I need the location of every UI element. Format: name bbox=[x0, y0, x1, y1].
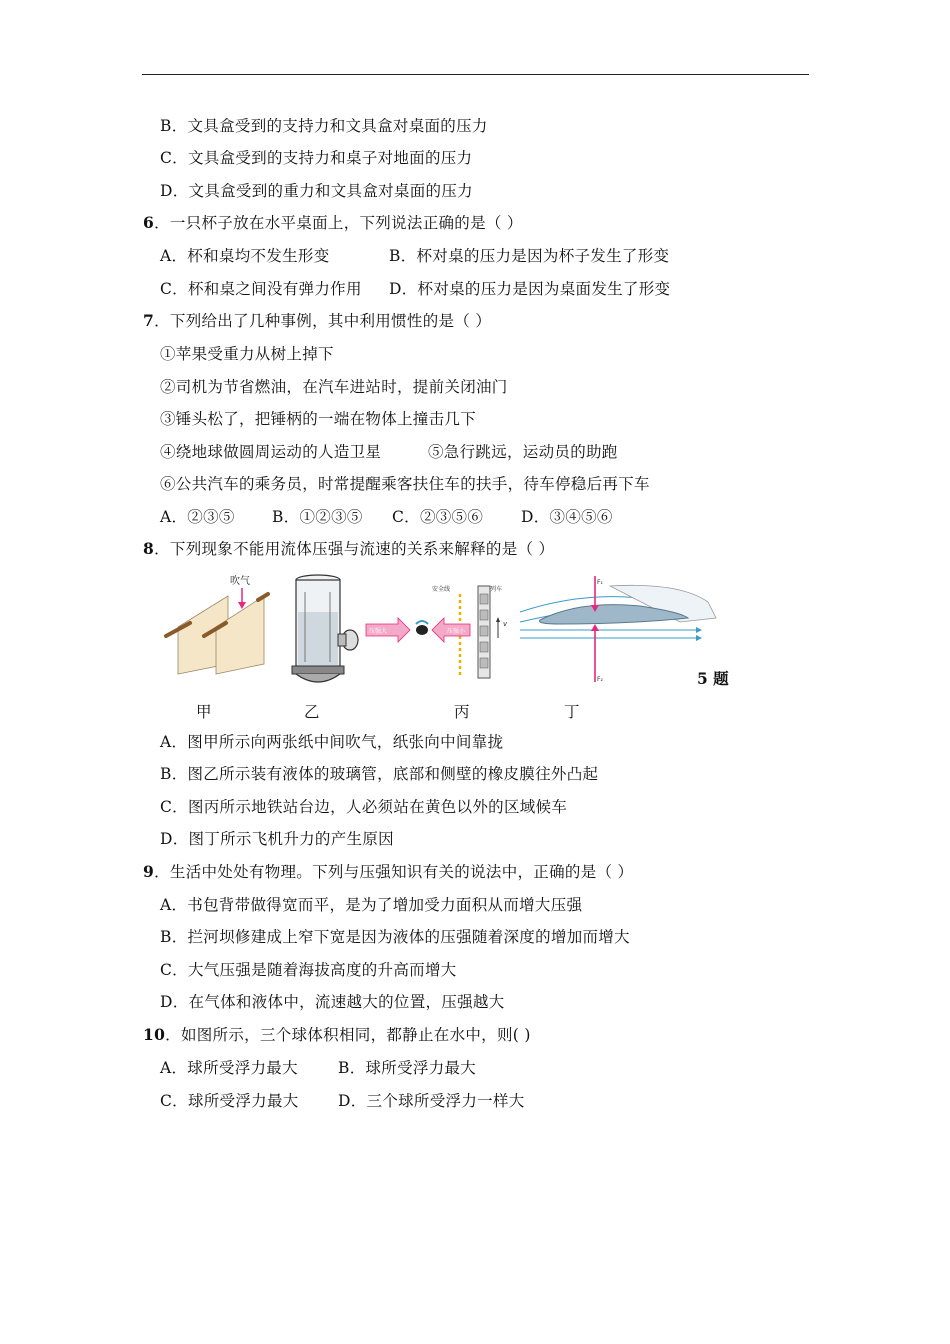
q5-option-b: B．文具盒受到的支持力和文具盒对桌面的压力 bbox=[160, 117, 488, 135]
fig-bing-low-pressure-label: 压强小 bbox=[447, 628, 466, 635]
q7-item-5: ⑤急行跳远，运动员的助跑 bbox=[428, 443, 618, 461]
q7-item-4: ④绕地球做圆周运动的人造卫星 bbox=[160, 443, 382, 461]
fig-ding-f2-label: F₂ bbox=[597, 676, 603, 683]
q9-stem bbox=[143, 862, 633, 882]
q9-option-b: B．拦河坝修建成上窄下宽是因为液体的压强随着深度的增加而增大 bbox=[160, 928, 630, 946]
fig-jia-blow-label: 吹气 bbox=[230, 576, 250, 587]
q6-option-a: A．杯和桌均不发生形变 bbox=[160, 247, 330, 265]
q7-option-a: A．②③⑤ bbox=[160, 508, 235, 526]
q7-option-c: C．②③⑤⑥ bbox=[392, 508, 484, 526]
q10-number: 10 bbox=[143, 1025, 166, 1044]
fig-ding-f1-label: F₁ bbox=[597, 579, 603, 586]
q5-option-d: D．文具盒受到的重力和文具盒对桌面的压力 bbox=[160, 182, 473, 200]
figure-caption: 5 题 bbox=[697, 669, 729, 688]
q8-stem bbox=[143, 539, 554, 559]
q9-text: ．生活中处处有物理。下列与压强知识有关的说法中，正确的是（ ） bbox=[154, 863, 634, 881]
q10-option-d: D．三个球所受浮力一样大 bbox=[338, 1092, 525, 1110]
q7-stem bbox=[143, 311, 491, 331]
q9-option-d: D．在气体和液体中，流速越大的位置，压强越大 bbox=[160, 993, 505, 1011]
q7-item-6: ⑥公共汽车的乘务员，时常提醒乘客扶住车的扶手，待车停稳后再下车 bbox=[160, 475, 650, 493]
q6-option-d: D．杯对桌的压力是因为桌面发生了形变 bbox=[389, 280, 671, 298]
fig-label-jia: 甲 bbox=[196, 703, 212, 721]
q10-option-b: B．球所受浮力最大 bbox=[338, 1059, 477, 1077]
fig-bing-train-label: 列车 bbox=[490, 586, 503, 593]
q8-option-d: D．图丁所示飞机升力的产生原因 bbox=[160, 830, 394, 848]
q6-stem bbox=[143, 213, 523, 233]
q10-option-a: A．球所受浮力最大 bbox=[160, 1059, 298, 1077]
fig-bing-safety-line-label: 安全线 bbox=[432, 586, 451, 593]
q8-number: 8 bbox=[143, 539, 155, 558]
q7-option-b: B．①②③⑤ bbox=[272, 508, 363, 526]
q7-item-1: ①苹果受重力从树上掉下 bbox=[160, 345, 334, 363]
q6-option-c: C．杯和桌之间没有弹力作用 bbox=[160, 280, 362, 298]
q8-option-c: C．图丙所示地铁站台边，人必须站在黄色以外的区域候车 bbox=[160, 798, 568, 816]
fig-yi-glass-tube bbox=[292, 575, 358, 682]
q8-text: ．下列现象不能用流体压强与流速的关系来解释的是（ ） bbox=[154, 540, 555, 558]
q9-option-c: C．大气压强是随着海拔高度的升高而增大 bbox=[160, 961, 457, 979]
fig-label-yi: 乙 bbox=[304, 703, 320, 721]
q7-option-d: D．③④⑤⑥ bbox=[521, 508, 613, 526]
q6-text: ．一只杯子放在水平桌面上，下列说法正确的是（ ） bbox=[154, 214, 523, 232]
fig-label-bing: 丙 bbox=[454, 703, 470, 721]
fig-bing-high-pressure-label: 压强大 bbox=[369, 628, 388, 635]
fig-jia-papers bbox=[166, 574, 268, 674]
fig-ding-airfoil bbox=[520, 576, 716, 683]
fig-bing-subway bbox=[366, 585, 508, 678]
q5-option-c: C．文具盒受到的支持力和桌子对地面的压力 bbox=[160, 149, 473, 167]
q8-figures bbox=[160, 572, 720, 690]
q10-text: ．如图所示，三个球体积相同，都静止在水中，则( ) bbox=[165, 1026, 531, 1044]
q7-text: ．下列给出了几种事例，其中利用惯性的是（ ） bbox=[154, 312, 492, 330]
header-rule bbox=[142, 74, 809, 75]
q10-stem bbox=[143, 1025, 531, 1045]
q6-option-b: B．杯对桌的压力是因为杯子发生了形变 bbox=[389, 247, 670, 265]
q7-item-3: ③锤头松了，把锤柄的一端在物体上撞击几下 bbox=[160, 410, 477, 428]
q9-number: 9 bbox=[143, 862, 155, 881]
q8-option-b: B．图乙所示装有液体的玻璃管，底部和侧壁的橡皮膜往外凸起 bbox=[160, 765, 599, 783]
q10-option-c: C．球所受浮力最大 bbox=[160, 1092, 299, 1110]
fig-label-ding: 丁 bbox=[564, 703, 580, 721]
fig-bing-v-label: v bbox=[503, 620, 508, 628]
q7-number: 7 bbox=[143, 311, 155, 330]
q7-item-2: ②司机为节省燃油，在汽车进站时，提前关闭油门 bbox=[160, 378, 508, 396]
q8-option-a: A．图甲所示向两张纸中间吹气，纸张向中间靠拢 bbox=[160, 733, 504, 751]
q6-number: 6 bbox=[143, 213, 155, 232]
q9-option-a: A．书包背带做得宽而平，是为了增加受力面积从而增大压强 bbox=[160, 896, 583, 914]
